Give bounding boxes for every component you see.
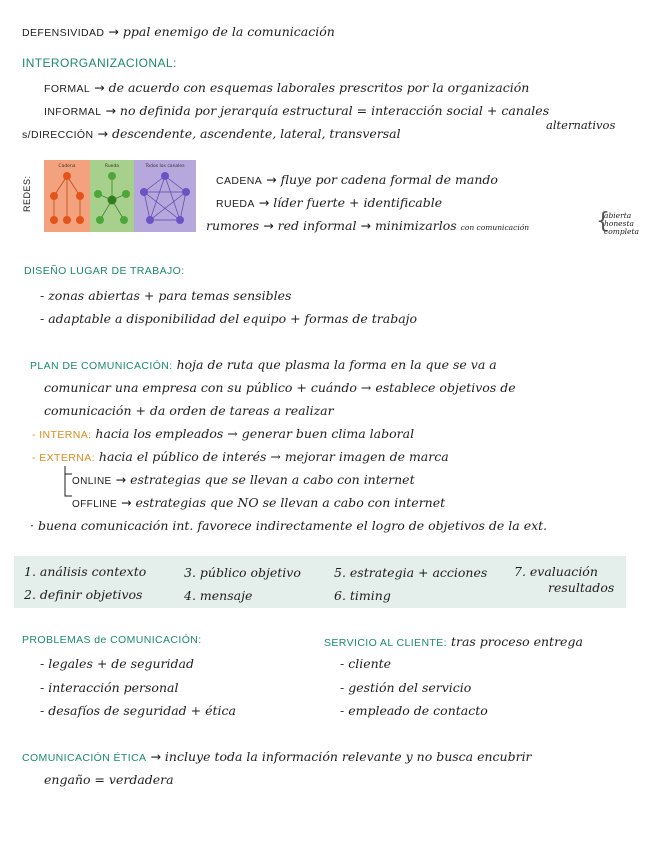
step-6: 6. timing bbox=[334, 588, 391, 603]
diseno-item-2: - adaptable a disponibilidad del equipo + formas de trabajo bbox=[40, 311, 418, 326]
cadena-node bbox=[76, 192, 84, 200]
redes-vertical-label: REDES: bbox=[22, 175, 32, 212]
arrow-icon: → bbox=[360, 218, 371, 233]
rumores-line bbox=[206, 218, 529, 233]
servicio-item-1: - cliente bbox=[340, 656, 392, 671]
problemas-heading: PROBLEMAS de COMUNICACIÓN: bbox=[22, 634, 202, 646]
cadena-line bbox=[216, 172, 498, 187]
defensividad-label: DEFENSIVIDAD bbox=[22, 27, 105, 39]
informal-line bbox=[44, 103, 549, 118]
etica-heading: COMUNICACIÓN ÉTICA bbox=[22, 752, 147, 764]
diseno-item-1: - zonas abiertas + para temas sensibles bbox=[40, 288, 292, 303]
direccion-text: descendente, ascendente, lateral, transversal bbox=[111, 126, 401, 141]
diseno-heading: DISEÑO LUGAR DE TRABAJO: bbox=[24, 265, 185, 277]
arrow-icon: → bbox=[258, 195, 270, 210]
plan-text-3: comunicación + da orden de tareas a realizar bbox=[44, 403, 334, 418]
rueda-text: líder fuerte + identificable bbox=[273, 195, 443, 210]
informal-text: no definida por jerarquía estructural = interacción social + canales bbox=[119, 103, 550, 118]
formal-line bbox=[44, 80, 529, 95]
servicio-item-2: - gestión del servicio bbox=[340, 680, 472, 695]
todos-node bbox=[146, 216, 154, 224]
rumores-label: rumores bbox=[206, 218, 260, 233]
rueda-node bbox=[120, 216, 128, 224]
con-comunicacion: con comunicación bbox=[460, 223, 530, 232]
arrow-icon: → bbox=[121, 495, 132, 510]
formal-label: FORMAL bbox=[44, 83, 91, 95]
rueda-node bbox=[94, 190, 102, 198]
rueda-node bbox=[108, 196, 117, 205]
rueda-label: RUEDA bbox=[216, 198, 255, 210]
servicio-heading: SERVICIO AL CLIENTE: bbox=[324, 637, 447, 649]
rueda-node bbox=[122, 190, 130, 198]
plan-nota: · buena comunicación int. favorece indirectamente el logro de objetivos de la ext. bbox=[30, 518, 548, 533]
etica-line bbox=[22, 749, 532, 764]
diagram-title-todos: Todos los canales bbox=[145, 164, 185, 169]
informal-cont: alternativos bbox=[546, 118, 616, 132]
step-3: 3. público objetivo bbox=[184, 565, 301, 580]
problemas-item-2: - interacción personal bbox=[40, 680, 179, 695]
direccion-line bbox=[22, 126, 401, 141]
online-label: ONLINE bbox=[72, 476, 112, 487]
problemas-item-3: - desafíos de seguridad + ética bbox=[40, 703, 236, 718]
plan-text-1: hoja de ruta que plasma la forma en la que se va a bbox=[176, 357, 497, 372]
bracket-item-2: honesta bbox=[604, 219, 634, 228]
arrow-icon: → bbox=[266, 172, 277, 187]
diagram-title-cadena: Cadena bbox=[58, 164, 76, 169]
plan-line-1 bbox=[30, 357, 497, 372]
bracket-item-3: completa bbox=[604, 227, 639, 236]
todos-node bbox=[182, 188, 190, 196]
plan-heading: PLAN DE COMUNICACIÓN: bbox=[30, 360, 173, 372]
step-7: 7. evaluación bbox=[514, 564, 598, 579]
arrow-icon: → bbox=[115, 472, 127, 487]
cadena-node bbox=[50, 192, 58, 200]
cadena-label: CADENA bbox=[216, 175, 263, 187]
direccion-label: s/DIRECCIÓN bbox=[22, 129, 94, 141]
offline-text: estrategias que NO se llevan a cabo con internet bbox=[135, 495, 446, 510]
arrow-icon: → bbox=[105, 103, 116, 118]
externa-text: hacia el público de interés → mejorar imagen de marca bbox=[98, 449, 449, 464]
cadena-node bbox=[63, 216, 71, 224]
step-1: 1. análisis contexto bbox=[24, 564, 147, 579]
interorganizacional-heading: INTERORGANIZACIONAL: bbox=[22, 56, 177, 70]
rueda-line bbox=[216, 195, 442, 210]
servicio-item-3: - empleado de contacto bbox=[340, 703, 488, 718]
diagram-title-rueda: Rueda bbox=[104, 164, 120, 169]
online-text: estrategias que se llevan a cabo con internet bbox=[130, 472, 415, 487]
plan-text-2: comunicar una empresa con su público + cuándo → establece objetivos de bbox=[44, 380, 516, 395]
cadena-node bbox=[63, 172, 71, 180]
formal-text: de acuerdo con esquemas laborales prescritos por la organización bbox=[108, 80, 530, 95]
arrow-icon: → bbox=[94, 80, 105, 95]
offline-label: OFFLINE bbox=[72, 499, 118, 510]
arrow-icon: → bbox=[263, 218, 274, 233]
cadena-node bbox=[50, 216, 58, 224]
bracket-item-1: abierta bbox=[604, 211, 632, 220]
problemas-item-1: - legales + de seguridad bbox=[40, 656, 194, 671]
offline-line bbox=[72, 495, 445, 510]
etica-text: incluye toda la información relevante y no busca encubrir bbox=[164, 749, 532, 764]
cadena-node bbox=[76, 216, 84, 224]
externa-line bbox=[32, 449, 449, 464]
servicio-text: tras proceso entrega bbox=[450, 634, 583, 649]
brace-icon: { bbox=[596, 209, 610, 234]
online-line bbox=[72, 472, 415, 487]
todos-node bbox=[161, 172, 169, 180]
rumores-text: red informal bbox=[277, 218, 357, 233]
interna-text: hacia los empleados → generar buen clima laboral bbox=[95, 426, 415, 441]
arrow-icon: → bbox=[97, 126, 108, 141]
rueda-node bbox=[108, 172, 116, 180]
rumores-action: minimizarlos bbox=[374, 218, 457, 233]
step-7-cont: resultados bbox=[548, 580, 615, 595]
arrow-icon: → bbox=[150, 749, 161, 764]
defensividad-text: ppal enemigo de la comunicación bbox=[122, 24, 335, 39]
informal-label: INFORMAL bbox=[44, 106, 102, 118]
todos-node bbox=[176, 216, 184, 224]
todos-node bbox=[140, 188, 148, 196]
etica-line-2: engaño = verdadera bbox=[44, 772, 174, 787]
servicio-line bbox=[324, 634, 583, 649]
interna-line bbox=[32, 426, 414, 441]
cadena-text: fluye por cadena formal de mando bbox=[280, 172, 498, 187]
rueda-node bbox=[96, 216, 104, 224]
arrow-icon: → bbox=[108, 24, 119, 39]
interna-label: - INTERNA: bbox=[32, 429, 92, 441]
externa-label: - EXTERNA: bbox=[32, 452, 95, 464]
redes-diagram bbox=[44, 160, 196, 232]
step-5: 5. estrategia + acciones bbox=[334, 565, 488, 580]
step-2: 2. definir objetivos bbox=[24, 587, 143, 602]
defensividad-line bbox=[22, 24, 335, 39]
step-4: 4. mensaje bbox=[184, 588, 253, 603]
todos-panel bbox=[134, 160, 196, 232]
